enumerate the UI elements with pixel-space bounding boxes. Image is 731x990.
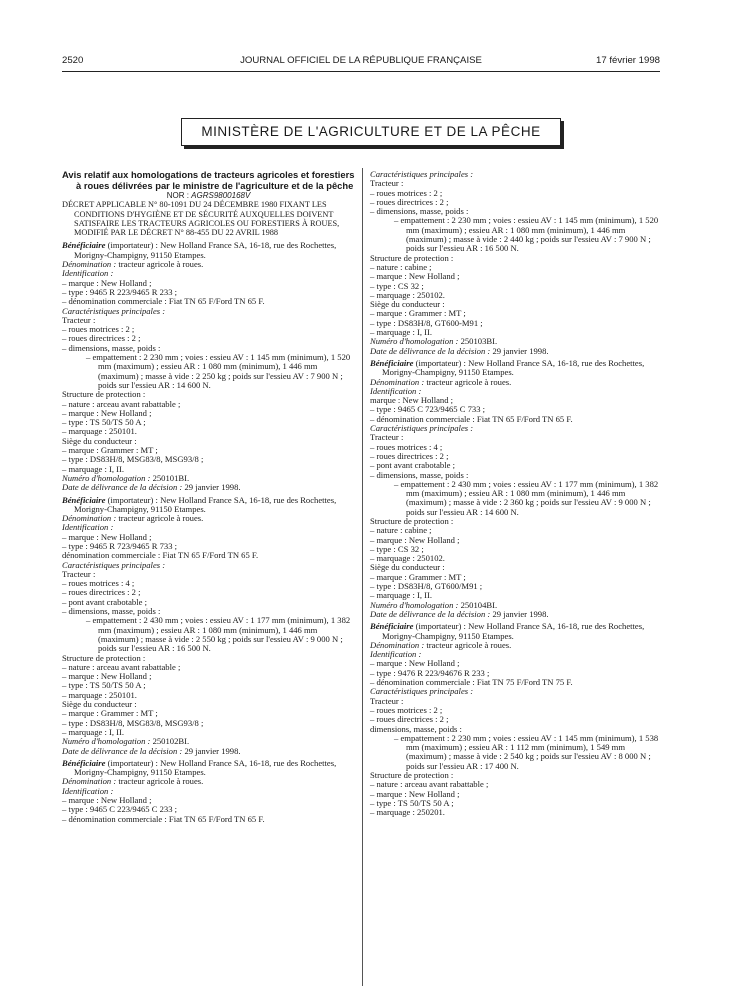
importateur-label: (importateur) : (415, 357, 466, 368)
siege-item: – marque : Grammer : MT ; (62, 708, 158, 719)
structure-label: Structure de protection : (370, 515, 454, 526)
ident-item: – dénomination commerciale : Fiat TN 75 F/Ford TN 75 F. (370, 677, 573, 688)
structure-item: – marquage : 250101. (62, 689, 137, 700)
structure-item: – type : CS 32 ; (370, 543, 424, 554)
structure-item: – marquage : 250101. (62, 426, 137, 437)
tracteur-item: – dimensions, masse, poids : (370, 469, 469, 480)
date-label: Date de délivrance de la décision : (62, 745, 183, 756)
tracteur-item: – dimensions, masse, poids : (370, 206, 469, 217)
structure-label: Structure de protection : (62, 652, 146, 663)
structure-label: Structure de protection : (62, 389, 146, 400)
issue-date: 17 février 1998 (596, 55, 660, 66)
numero-value: 250104BI. (460, 599, 498, 610)
ident-item: – dénomination commerciale : Fiat TN 65 F/Ford TN 65 F. (62, 813, 265, 824)
ident-item: dénomination commerciale : Fiat TN 65 F/Ford TN 65 F. (62, 550, 259, 561)
numero-label: Numéro d'homologation : (370, 599, 459, 610)
tracteur-item: – roues motrices : 2 ; (370, 704, 443, 715)
importateur-label: (importateur) : (415, 621, 466, 632)
structure-label: Structure de protection : (370, 770, 454, 780)
tracteur-label: Tracteur : (370, 695, 404, 706)
identification-label: Identification : (62, 268, 114, 279)
structure-item: – marque : New Holland ; (370, 534, 460, 545)
structure-item: – nature : cabine ; (370, 525, 432, 536)
caracteristiques-label: Caractéristiques principales : (370, 686, 474, 697)
ident-item: – dénomination commerciale : Fiat TN 65 F/Ford TN 65 F. (62, 296, 265, 307)
tracteur-label: Tracteur : (62, 568, 96, 579)
beneficiaire-line (62, 496, 355, 515)
beneficiaire-value: New Holland France SA, 16-18, rue des Rochettes, Morigny-Champigny, 91150 Etampes. (74, 757, 337, 778)
identification-label: Identification : (62, 522, 114, 533)
nor-reference (62, 191, 355, 200)
beneficiaire-line (62, 759, 355, 778)
dimensions-detail: – empattement : 2 430 mm ; voies : essieu AV : 1 177 mm (minimum), 1 382 mm (maximum) ; essieu AR : 1 080 mm (minimum), 1 446 mm (maximum) ; masse à vide : 2 360 kg ; poids sur l'essieu AV : 9 000 N ; poids sur l'essieu AR : 14 600 N. (394, 478, 659, 517)
avis-title: Avis relatif aux homologations de tracteurs agricoles et forestiers à roues délivrées par le ministre de l'agriculture et de la pêche (62, 169, 355, 191)
page-number: 2520 (62, 55, 84, 66)
date-value: 29 janvier 1998. (492, 608, 549, 619)
homologation-entry (370, 359, 661, 619)
caracteristiques-label: Caractéristiques principales : (62, 305, 166, 316)
structure-item: – marquage : 250102. (370, 289, 445, 300)
denomination-label: Dénomination : (62, 776, 117, 787)
tracteur-item: – roues motrices : 2 ; (62, 324, 135, 335)
denomination-value: tracteur agricole à roues. (426, 639, 512, 650)
date-label: Date de délivrance de la décision : (62, 482, 183, 493)
beneficiaire-line (370, 359, 661, 378)
structure-item: – nature : arceau avant rabattable ; (62, 661, 181, 672)
numero-value: 250103BI. (460, 336, 498, 347)
dimensions-detail: – empattement : 2 230 mm ; voies : essieu AV : 1 145 mm (minimum), 1 520 mm (maximum) ; essieu AR : 1 080 mm (minimum), 1 446 mm (maximum) ; masse à vide : 2 250 kg ; poids sur l'essieu AV : 7 900 N ; poids sur l'essieu AR : 14 600 N. (86, 352, 351, 390)
importateur-label: (importateur) : (107, 757, 158, 768)
ident-item: – type : 9465 C 723/9465 C 733 ; (370, 404, 486, 415)
ident-item: – type : 9465 R 723/9465 R 733 ; (62, 540, 178, 551)
structure-label: Structure de protection : (370, 252, 454, 263)
tracteur-item: – roues motrices : 4 ; (62, 578, 135, 589)
siege-label: Siège du conducteur : (62, 435, 137, 446)
structure-item: – type : TS 50/TS 50 A ; (62, 417, 146, 428)
denomination-value: tracteur agricole à roues. (118, 776, 204, 787)
decret-reference: DÉCRET APPLICABLE N° 80-1091 DU 24 DÉCEMBRE 1980 FIXANT LES CONDITIONS D'HYGIÈNE ET DE SÉCURITÉ AUXQUELLES DOIVENT SATISFAIRE LES TRACTEURS AGRICOLES OU FORESTIERS À ROUES, MODIFIÉ PAR LE DÉCRET N° 88-455 DU 22 AVRIL 1988 (62, 200, 340, 238)
siege-label: Siège du conducteur : (370, 299, 445, 310)
tracteur-item: – roues motrices : 4 ; (370, 441, 443, 452)
beneficiaire-label: Bénéficiaire (62, 757, 106, 768)
nor-code: AGRS9800168V (191, 191, 251, 200)
ident-item: marque : New Holland ; (370, 395, 454, 406)
denomination-label: Dénomination : (370, 639, 425, 650)
numero-label: Numéro d'homologation : (370, 336, 459, 347)
siege-item: – marquage : I, II. (370, 327, 433, 338)
structure-item: – type : TS 50/TS 50 A ; (62, 680, 146, 691)
beneficiaire-label: Bénéficiaire (62, 494, 106, 505)
tracteur-item: – roues motrices : 2 ; (370, 187, 443, 198)
denomination-value: tracteur agricole à roues. (118, 259, 204, 270)
column-divider (362, 168, 363, 986)
tracteur-item: – roues directrices : 2 ; (370, 196, 449, 207)
siege-item: – marquage : I, II. (62, 726, 125, 737)
numero-label: Numéro d'homologation : (62, 472, 151, 483)
caracteristiques-label: Caractéristiques principales : (370, 423, 474, 434)
identification-label: Identification : (370, 385, 422, 396)
identification-label: Identification : (370, 649, 422, 660)
caracteristiques-label: Caractéristiques principales : (370, 169, 474, 179)
left-column (62, 170, 355, 824)
importateur-label: (importateur) : (107, 240, 158, 251)
tracteur-item: – roues directrices : 2 ; (370, 450, 449, 461)
ident-item: – dénomination commerciale : Fiat TN 65 F/Ford TN 65 F. (370, 413, 573, 424)
date-value: 29 janvier 1998. (184, 482, 241, 493)
ident-item: – type : 9476 R 223/94676 R 233 ; (370, 667, 490, 678)
date-value: 29 janvier 1998. (492, 345, 549, 356)
ident-item: – marque : New Holland ; (370, 658, 460, 669)
structure-item: – marque : New Holland ; (62, 671, 152, 682)
beneficiaire-value: New Holland France SA, 16-18, rue des Rochettes, Morigny-Champigny, 91150 Etampes. (74, 494, 337, 514)
date-label: Date de délivrance de la décision : (370, 345, 491, 356)
siege-item: – marquage : I, II. (370, 590, 433, 601)
structure-item: – marquage : 250102. (370, 553, 445, 564)
siege-item: – type : DS83H/8, GT600/M91 ; (370, 581, 483, 592)
siege-item: – type : DS83H/8, GT600-M91 ; (370, 317, 483, 328)
structure-item: – marque : New Holland ; (370, 788, 460, 799)
siege-item: – type : DS83H/8, MSG83/8, MSG93/8 ; (62, 717, 204, 728)
siege-label: Siège du conducteur : (370, 562, 445, 573)
tracteur-item: – roues directrices : 2 ; (370, 714, 449, 725)
nor-label: NOR : (166, 191, 189, 200)
homologation-entry (62, 241, 355, 492)
beneficiaire-value: New Holland France SA, 16-18, rue des Rochettes, Morigny-Champigny, 91150 Etampes. (74, 240, 337, 260)
caracteristiques-label: Caractéristiques principales : (62, 559, 166, 570)
identification-label: Identification : (62, 785, 114, 796)
beneficiaire-value: New Holland France SA, 16-18, rue des Rochettes, Morigny-Champigny, 91150 Etampes. (382, 357, 645, 378)
date-label: Date de délivrance de la décision : (370, 608, 491, 619)
page-header (62, 55, 660, 69)
beneficiaire-value: New Holland France SA, 16-18, rue des Rochettes, Morigny-Champigny, 91150 Etampes. (382, 621, 645, 641)
numero-value: 250101BI. (152, 472, 190, 483)
tracteur-item: – dimensions, masse, poids : (62, 342, 161, 353)
tracteur-label: Tracteur : (370, 178, 404, 189)
date-line (62, 747, 355, 756)
structure-item: – marque : New Holland ; (62, 407, 152, 418)
homologation-entry (370, 170, 661, 356)
numero-label: Numéro d'homologation : (62, 736, 151, 747)
dimensions-detail: – empattement : 2 230 mm ; voies : essieu AV : 1 145 mm (minimum), 1 538 mm (maximum) ; essieu AR : 1 112 mm (minimum), 1 549 mm (maximum) ; masse à vide : 2 540 kg ; poids sur l'essieu AV : 8 000 N ; poids sur l'essieu AR : 17 400 N. (394, 732, 659, 771)
ident-item: – marque : New Holland ; (62, 277, 152, 288)
siege-item: – marquage : I, II. (62, 463, 125, 474)
tracteur-item: – roues directrices : 2 ; (62, 333, 141, 344)
siege-item: – marque : Grammer : MT ; (370, 308, 466, 319)
tracteur-item: – pont avant crabotable ; (370, 460, 455, 471)
ident-item: – type : 9465 R 223/9465 R 233 ; (62, 286, 178, 297)
denomination-label: Dénomination : (370, 376, 425, 387)
tracteur-item: – dimensions, masse, poids : (62, 606, 161, 617)
denomination-label: Dénomination : (62, 513, 117, 524)
tracteur-label: Tracteur : (62, 314, 96, 325)
tracteur-item: – pont avant crabotable ; (62, 596, 147, 607)
structure-item: – nature : arceau avant rabattable ; (62, 398, 181, 409)
siege-item: – marque : Grammer : MT ; (62, 445, 158, 456)
beneficiaire-label: Bénéficiaire (370, 357, 414, 368)
date-value: 29 janvier 1998. (184, 745, 241, 756)
date-line (370, 610, 661, 619)
structure-item: – marque : New Holland ; (370, 271, 460, 282)
structure-item: – nature : arceau avant rabattable ; (370, 779, 489, 790)
structure-item: – type : CS 32 ; (370, 280, 424, 291)
importateur-label: (importateur) : (107, 494, 158, 505)
denomination-label: Dénomination : (62, 259, 117, 270)
siege-item: – marque : Grammer : MT ; (370, 571, 466, 582)
date-line (370, 347, 661, 356)
beneficiaire-line (62, 241, 355, 260)
siege-label: Siège du conducteur : (62, 699, 137, 710)
ident-item: – marque : New Holland ; (62, 531, 152, 542)
tracteur-item: dimensions, masse, poids : (370, 723, 462, 734)
structure-item: – type : TS 50/TS 50 A ; (370, 797, 454, 808)
header-rule (62, 71, 660, 72)
tracteur-item: – roues directrices : 2 ; (62, 587, 141, 598)
ident-item: – marque : New Holland ; (62, 795, 152, 805)
denomination-value: tracteur agricole à roues. (118, 513, 204, 524)
numero-value: 250102BI. (152, 736, 190, 747)
dimensions-detail: – empattement : 2 430 mm ; voies : essieu AV : 1 177 mm (minimum), 1 382 mm (maximum) ; essieu AR : 1 080 mm (minimum), 1 446 mm (maximum) ; masse à vide : 2 550 kg ; poids sur l'essieu AV : 9 000 N ; poids sur l'essieu AR : 16 500 N. (86, 615, 351, 654)
right-column (370, 170, 661, 817)
denomination-value: tracteur agricole à roues. (426, 376, 512, 387)
beneficiaire-line (370, 622, 661, 641)
homologation-entry (370, 622, 661, 817)
structure-item: – nature : cabine ; (370, 261, 432, 272)
beneficiaire-label: Bénéficiaire (370, 621, 414, 632)
journal-title: JOURNAL OFFICIEL DE LA RÉPUBLIQUE FRANÇAISE (240, 55, 482, 66)
ident-item: – type : 9465 C 223/9465 C 233 ; (62, 804, 178, 815)
siege-item: – type : DS83H/8, MSG83/8, MSG93/8 ; (62, 454, 204, 465)
homologation-entry (62, 759, 355, 824)
homologation-entry (62, 496, 355, 756)
beneficiaire-label: Bénéficiaire (62, 240, 106, 251)
ministry-heading: MINISTÈRE DE L'AGRICULTURE ET DE LA PÊCHE (181, 118, 561, 146)
tracteur-label: Tracteur : (370, 432, 404, 443)
structure-item: – marquage : 250201. (370, 807, 445, 818)
date-line (62, 483, 355, 492)
dimensions-detail: – empattement : 2 230 mm ; voies : essieu AV : 1 145 mm (minimum), 1 520 mm (maximum) ; essieu AR : 1 080 mm (minimum), 1 446 mm (maximum) ; masse à vide : 2 440 kg ; poids sur l'essieu AV : 7 900 N ; poids sur l'essieu AR : 16 500 N. (394, 215, 659, 254)
